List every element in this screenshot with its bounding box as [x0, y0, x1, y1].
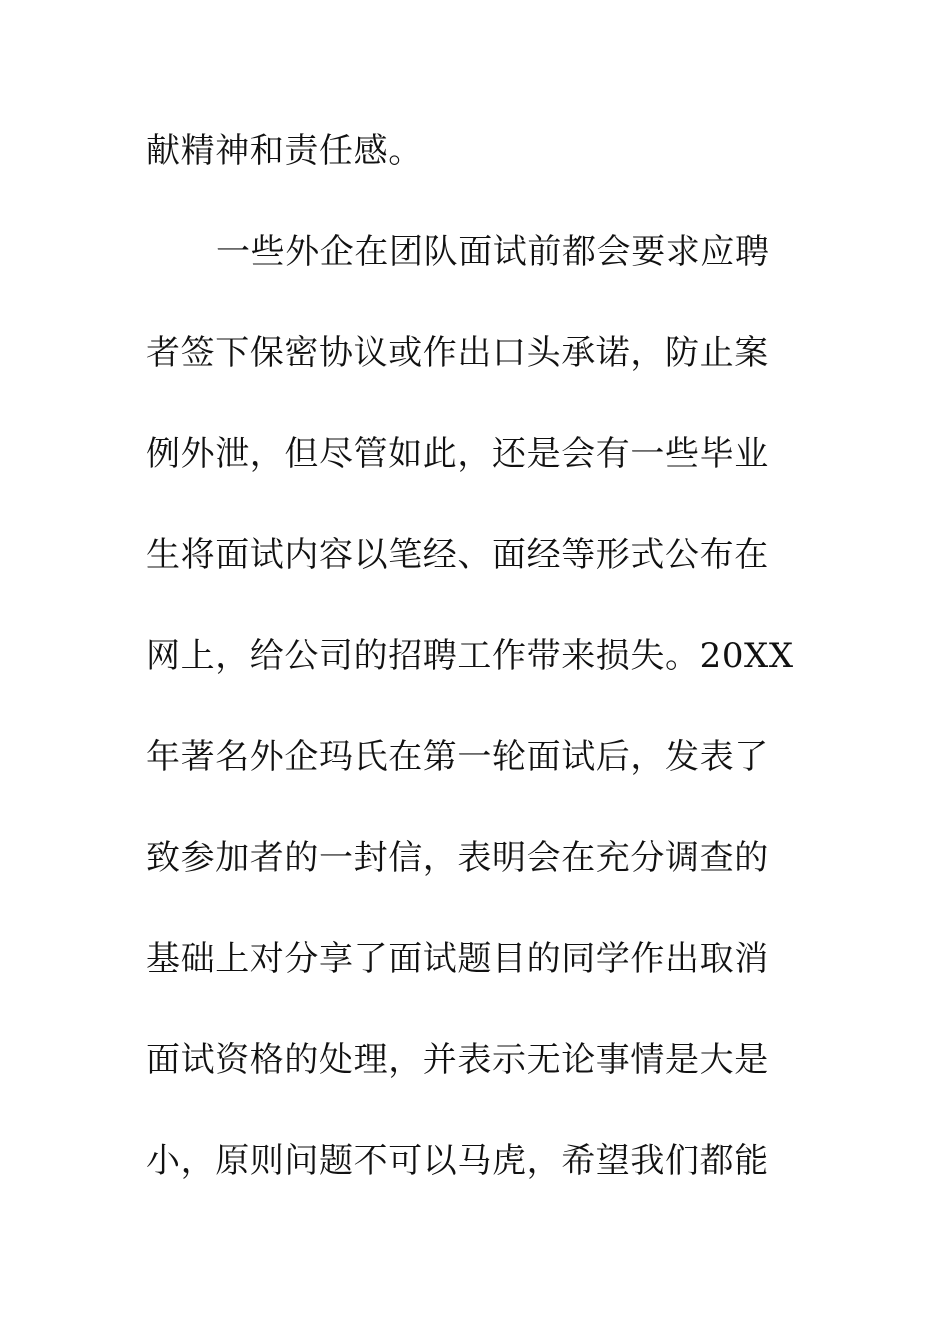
text-line-5: 生将面试内容以笔经、面经等形式公布在 [146, 535, 769, 575]
text-line-7: 年著名外企玛氏在第一轮面试后，发表了 [146, 737, 769, 777]
text-line-4: 例外泄，但尽管如此，还是会有一些毕业 [146, 434, 769, 474]
text-line-10: 面试资格的处理，并表示无论事情是大是 [146, 1040, 769, 1080]
text-line-8: 致参加者的一封信，表明会在充分调查的 [146, 838, 769, 878]
text-line-9: 基础上对分享了面试题目的同学作出取消 [146, 939, 769, 979]
text-line-11: 小，原则问题不可以马虎，希望我们都能 [146, 1141, 769, 1181]
paragraph-start-line: 一些外企在团队面试前都会要求应聘 [216, 232, 770, 272]
text-line-1: 献精神和责任感。 [146, 131, 423, 171]
text-line-6: 网上，给公司的招聘工作带来损失。20XX [146, 636, 794, 676]
text-line-3: 者签下保密协议或作出口头承诺，防止案 [146, 333, 769, 373]
